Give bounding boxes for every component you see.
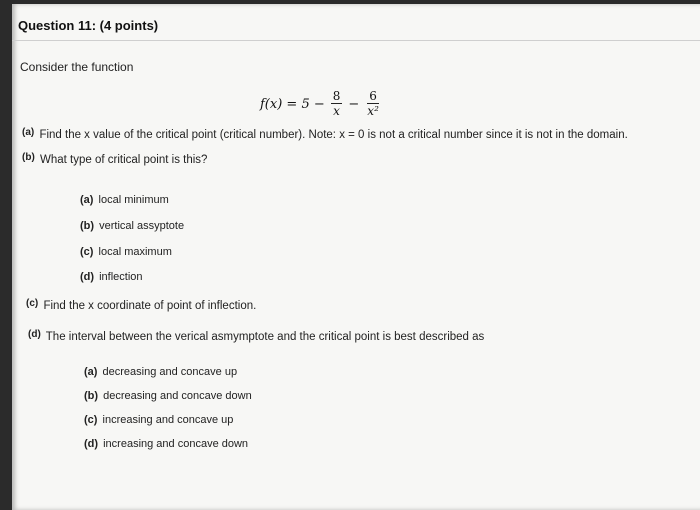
- part-b-text: What type of critical point is this?: [39, 154, 208, 166]
- b-option-d-text: inflection: [99, 271, 143, 283]
- fraction-2-numerator: 6: [369, 89, 377, 103]
- fraction-1-denominator: x: [333, 104, 340, 118]
- formula-minus: −: [348, 96, 360, 112]
- part-d-text: The interval between the verical asmymptote and the critical point is best described as: [45, 331, 485, 343]
- b-option-c[interactable]: [80, 246, 172, 258]
- part-d-tag: (d): [28, 329, 41, 340]
- b-option-a-tag: (a): [80, 194, 94, 206]
- d-option-b-tag: (b): [84, 390, 99, 402]
- b-option-c-tag: (c): [80, 246, 94, 258]
- fraction-1-numerator: 8: [332, 89, 341, 103]
- d-option-b-text: decreasing and concave down: [103, 390, 252, 402]
- part-c: [26, 300, 256, 312]
- part-a-text: Find the x value of the critical point (critical number). Note: x = 0 is not a critical number since it is not in the domain.: [39, 129, 628, 141]
- b-option-a-text: local minimum: [98, 194, 169, 206]
- b-option-c-text: local maximum: [98, 246, 172, 258]
- question-page: [12, 4, 700, 510]
- d-option-a[interactable]: [84, 366, 237, 378]
- d-option-c-text: increasing and concave up: [102, 414, 234, 426]
- d-option-a-tag: (a): [84, 366, 98, 378]
- b-option-a[interactable]: [80, 194, 169, 206]
- formula-fraction-1: [331, 89, 343, 119]
- d-option-c[interactable]: [84, 414, 233, 426]
- d-option-b[interactable]: [84, 390, 252, 402]
- b-option-b[interactable]: [80, 220, 184, 232]
- d-option-d-text: increasing and concave down: [103, 438, 249, 450]
- d-option-d-tag: (d): [84, 438, 99, 450]
- d-option-a-text: decreasing and concave up: [102, 366, 238, 378]
- intro-text: Consider the function: [20, 60, 134, 74]
- part-a-tag: (a): [22, 127, 35, 138]
- part-d: [28, 331, 484, 343]
- d-option-c-tag: (c): [84, 414, 98, 426]
- formula-fraction-2: [365, 89, 381, 119]
- part-b-tag: (b): [22, 152, 35, 163]
- part-c-text: Find the x coordinate of point of inflection.: [43, 300, 257, 312]
- question-header: [12, 10, 700, 41]
- b-option-b-text: vertical assyptote: [99, 220, 185, 232]
- d-option-d[interactable]: [84, 438, 248, 450]
- part-b: [22, 154, 207, 166]
- formula-lhs: f(x) = 5 −: [260, 96, 325, 112]
- part-a: [22, 129, 628, 141]
- b-option-d[interactable]: [80, 271, 143, 283]
- question-title: Question 11: (4 points): [18, 18, 159, 33]
- b-option-d-tag: (d): [80, 271, 95, 283]
- fraction-2-denominator: x²: [367, 104, 379, 118]
- function-formula: [260, 84, 384, 124]
- part-c-tag: (c): [26, 298, 39, 309]
- b-option-b-tag: (b): [80, 220, 95, 232]
